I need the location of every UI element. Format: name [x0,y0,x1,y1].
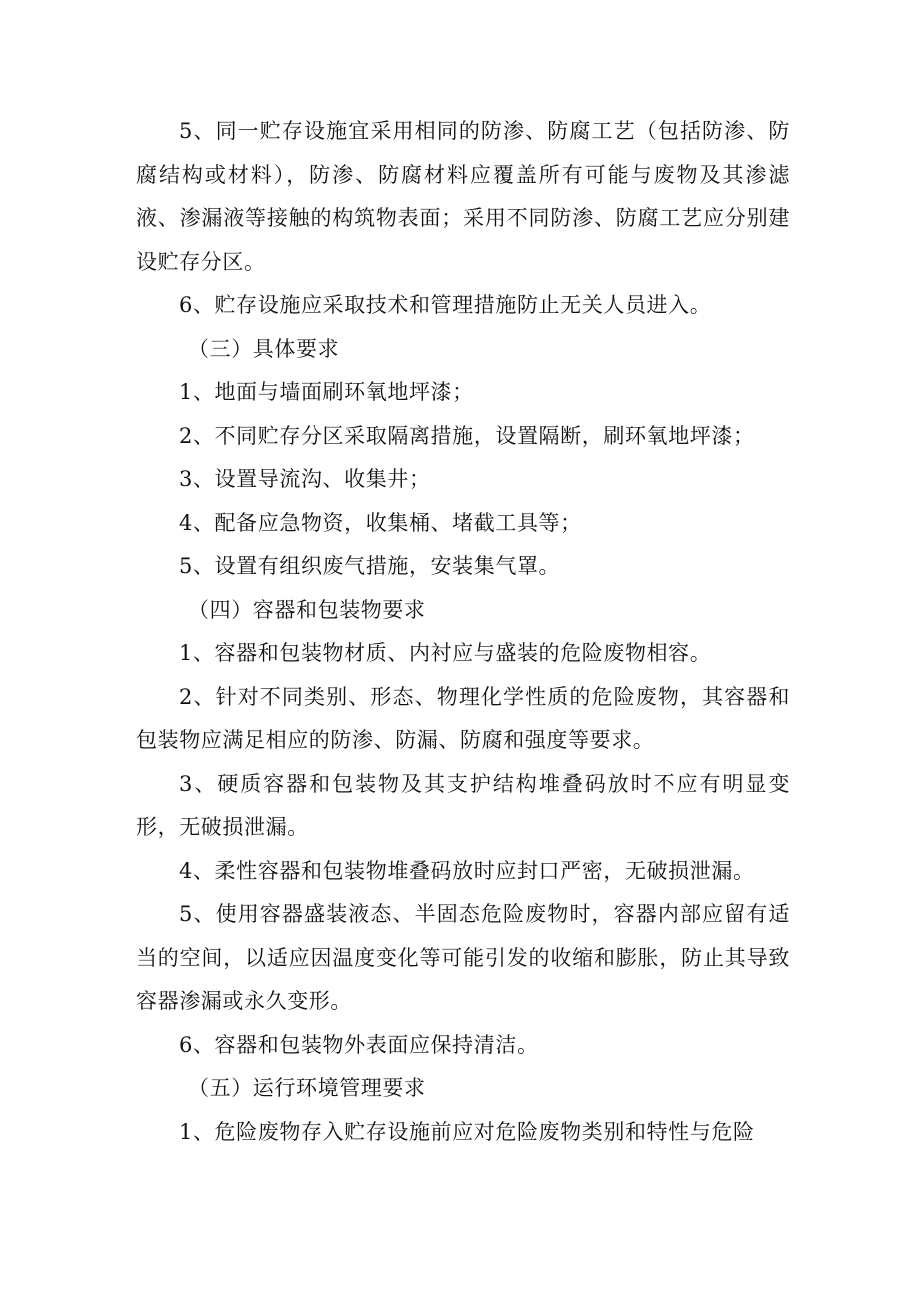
paragraph-item-3-rigid-containers: 3、硬质容器和包装物及其支护结构堆叠码放时不应有明显变形，无破损泄漏。 [136,771,790,839]
paragraph-item-1-container-material: 1、容器和包装物材质、内衬应与盛装的危险废物相容。 [179,641,712,665]
paragraph-item-4-flexible-containers: 4、柔性容器和包装物堆叠码放时应封口严密，无破损泄漏。 [179,858,755,883]
paragraph-item-5-impermeable-process: 5、同一贮存设施宜采用相同的防渗、防腐工艺（包括防渗、防腐结构或材料），防渗、防腐材料应覆盖所有可能与废物及其渗滤液、渗漏液等接触的构筑物表面；采用不同防渗、防腐工艺应分别建设贮存分区。 [136,119,790,274]
paragraph-item-1-pre-storage-check: 1、危险废物存入贮存设施前应对危险废物类别和特性与危险 [179,1119,755,1144]
section-heading-specific-requirements: （三）具体要求 [188,336,340,361]
paragraph-item-5-exhaust-measures: 5、设置有组织废气措施，安装集气罩。 [179,554,561,578]
section-heading-container-requirements: （四）容器和包装物要求 [188,597,426,622]
paragraph-item-5-liquid-storage: 5、使用容器盛装液态、半固态危险废物时，容器内部应留有适当的空间，以适应因温度变化等可能引发的收缩和膨胀，防止其导致容器渗漏或永久变形。 [136,902,790,1013]
paragraph-item-6-access-control: 6、贮存设施应采取技术和管理措施防止无关人员进入。 [179,293,712,317]
section-heading-operation-management: （五）运行环境管理要求 [188,1076,426,1100]
paragraph-item-1-floor-coating: 1、地面与墙面刷环氧地坪漆； [179,380,474,404]
document-body [136,110,790,1154]
paragraph-item-4-emergency-supplies: 4、配备应急物资，收集桶、堵截工具等； [179,510,582,535]
paragraph-item-3-drainage: 3、设置导流沟、收集井； [179,467,431,491]
paragraph-item-6-clean-surface: 6、容器和包装物外表面应保持清洁。 [179,1032,539,1057]
paragraph-item-2-container-performance: 2、针对不同类别、形态、物理化学性质的危险废物，其容器和包装物应满足相应的防渗、防漏、防腐和强度等要求。 [136,684,790,752]
paragraph-item-2-zone-isolation: 2、不同贮存分区采取隔离措施，设置隔断，刷环氧地坪漆； [179,423,755,448]
